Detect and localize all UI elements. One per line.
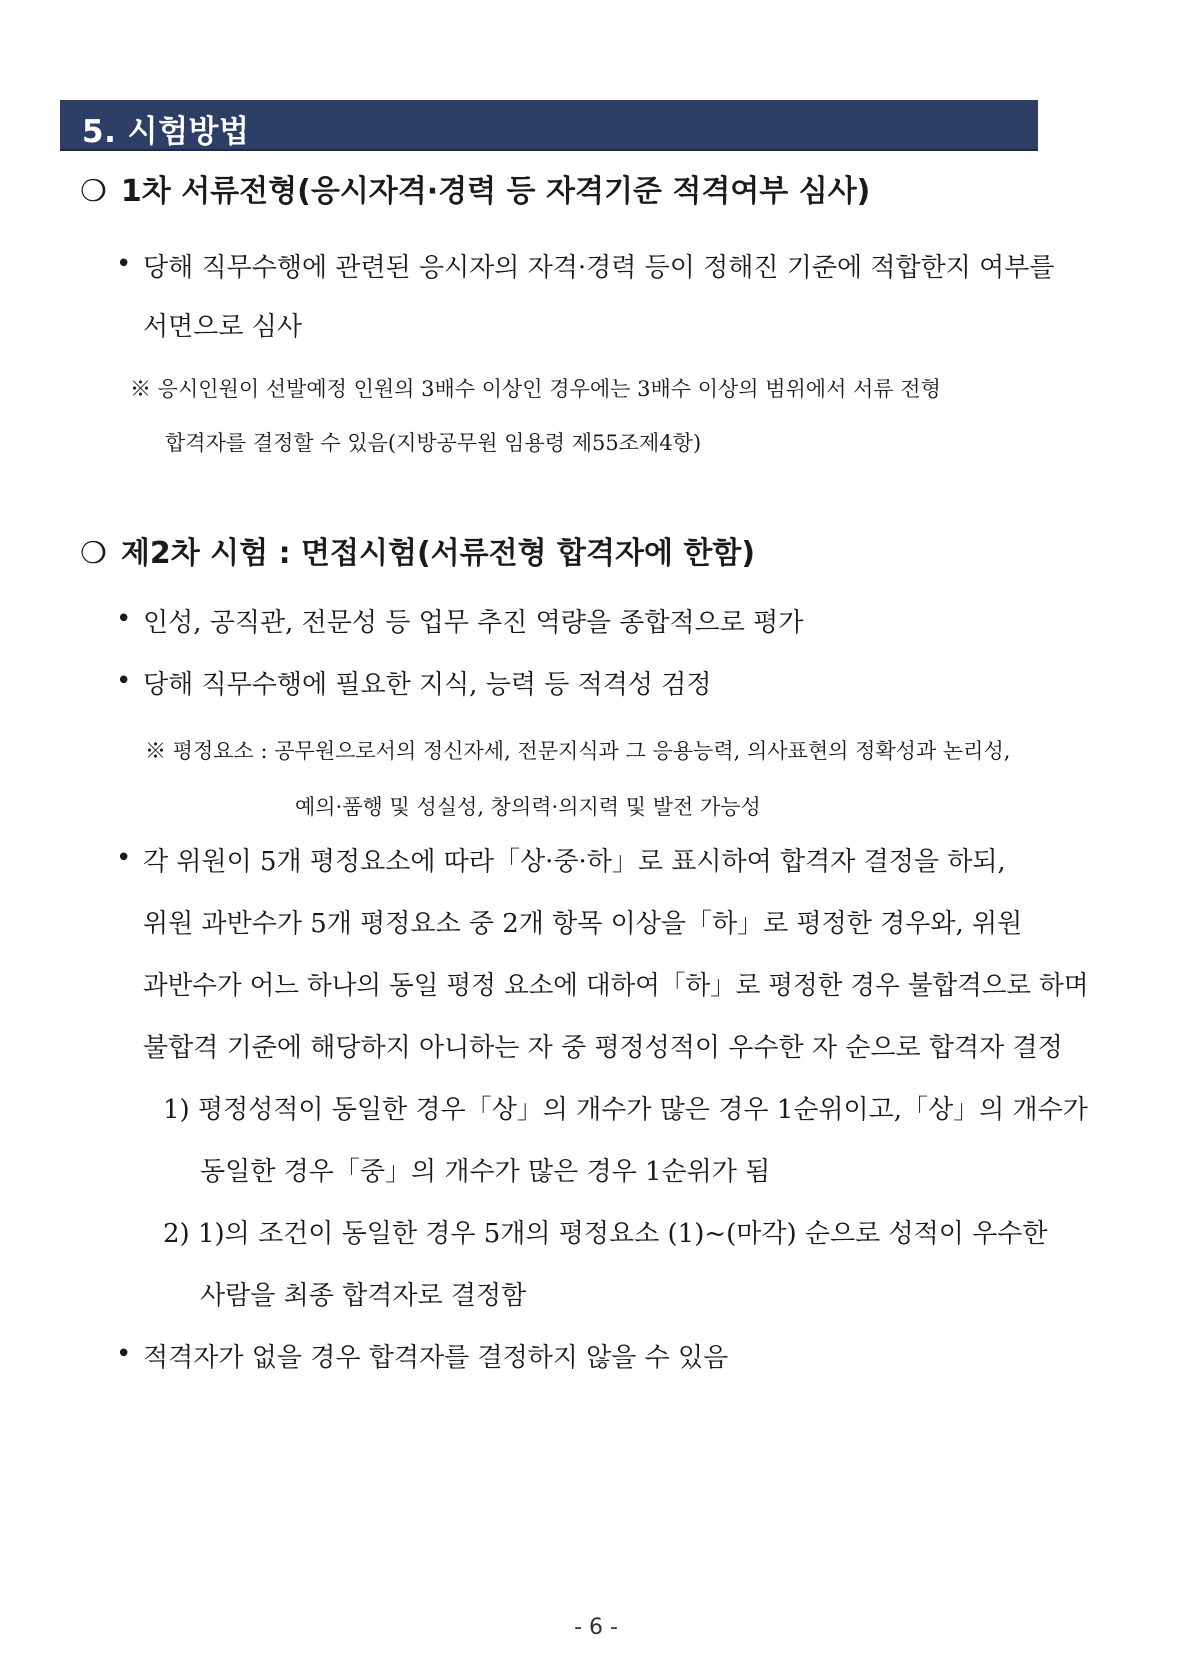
second-bullet3-line1: 각 위원이 5개 평정요소에 따라「상·중·하」로 표시하여 합격자 결정을 하되, [143,847,1006,877]
first-stage-heading-text: 1차 서류전형(응시자격·경력 등 자격기준 적격여부 심사) [120,174,871,209]
second-bullet3-line2: 위원 과반수가 5개 평정요소 중 2개 항목 이상을「하」로 평정한 경우와, 위원 [143,909,1023,939]
section-title-bar [60,100,1038,151]
first-note-line1: ※ 응시인원이 선발예정 인원의 3배수 이상인 경우에는 3배수 이상의 범위에서 서류 전형 [130,377,941,401]
bullet-icon: • [116,843,132,873]
circle-marker-icon: ❍ [80,536,107,571]
second-item2-line1: 2) 1)의 조건이 동일한 경우 5개의 평정요소 (1)~(마각) 순으로 성적이 우수한 [163,1219,1048,1249]
bullet-icon: • [116,1339,132,1369]
first-note-line2: 합격자를 결정할 수 있음(지방공무원 임용령 제55조제4항) [165,431,702,455]
circle-marker-icon: ❍ [80,174,107,209]
page-number: - 6 - [574,1615,618,1640]
bullet-icon: • [116,666,132,696]
section-title: 5. 시험방법 [82,114,250,150]
second-bullet4: 적격자가 없을 경우 합격자를 결정하지 않을 수 있음 [143,1343,729,1373]
second-note-line1: ※ 평정요소 : 공무원으로서의 정신자세, 전문지식과 그 응용능력, 의사표현의 정확성과 논리성, [145,739,1011,763]
second-bullet3-line4: 불합격 기준에 해당하지 아니하는 자 중 평정성적이 우수한 자 순으로 합격자 결정 [143,1033,1063,1063]
second-stage-heading [80,528,755,572]
second-item1-line2: 동일한 경우「중」의 개수가 많은 경우 1순위가 됨 [200,1157,771,1187]
first-stage-heading [80,166,870,210]
second-item2-line2: 사람을 최종 합격자로 결정함 [200,1281,527,1311]
second-bullet1: 인성, 공직관, 전문성 등 업무 추진 역량을 종합적으로 평가 [143,608,804,638]
second-bullet3-line3: 과반수가 어느 하나의 동일 평정 요소에 대하여「하」로 평정한 경우 불합격으로 하며 [143,971,1089,1001]
first-bullet1-line1: 당해 직무수행에 관련된 응시자의 자격·경력 등이 정해진 기준에 적합한지 여부를 [143,253,1055,283]
second-item1-line1: 1) 평정성적이 동일한 경우「상」의 개수가 많은 경우 1순위이고,「상」의 개수가 [163,1095,1088,1125]
bullet-icon: • [116,249,132,279]
second-bullet2: 당해 직무수행에 필요한 지식, 능력 등 적격성 검정 [143,670,712,700]
second-note-line2: 예의·품행 및 성실성, 창의력·의지력 및 발전 가능성 [295,795,761,819]
first-bullet1-line2: 서면으로 심사 [143,312,302,342]
second-stage-heading-text: 제2차 시험 : 면접시험(서류전형 합격자에 한함) [120,536,756,571]
bullet-icon: • [116,604,132,634]
